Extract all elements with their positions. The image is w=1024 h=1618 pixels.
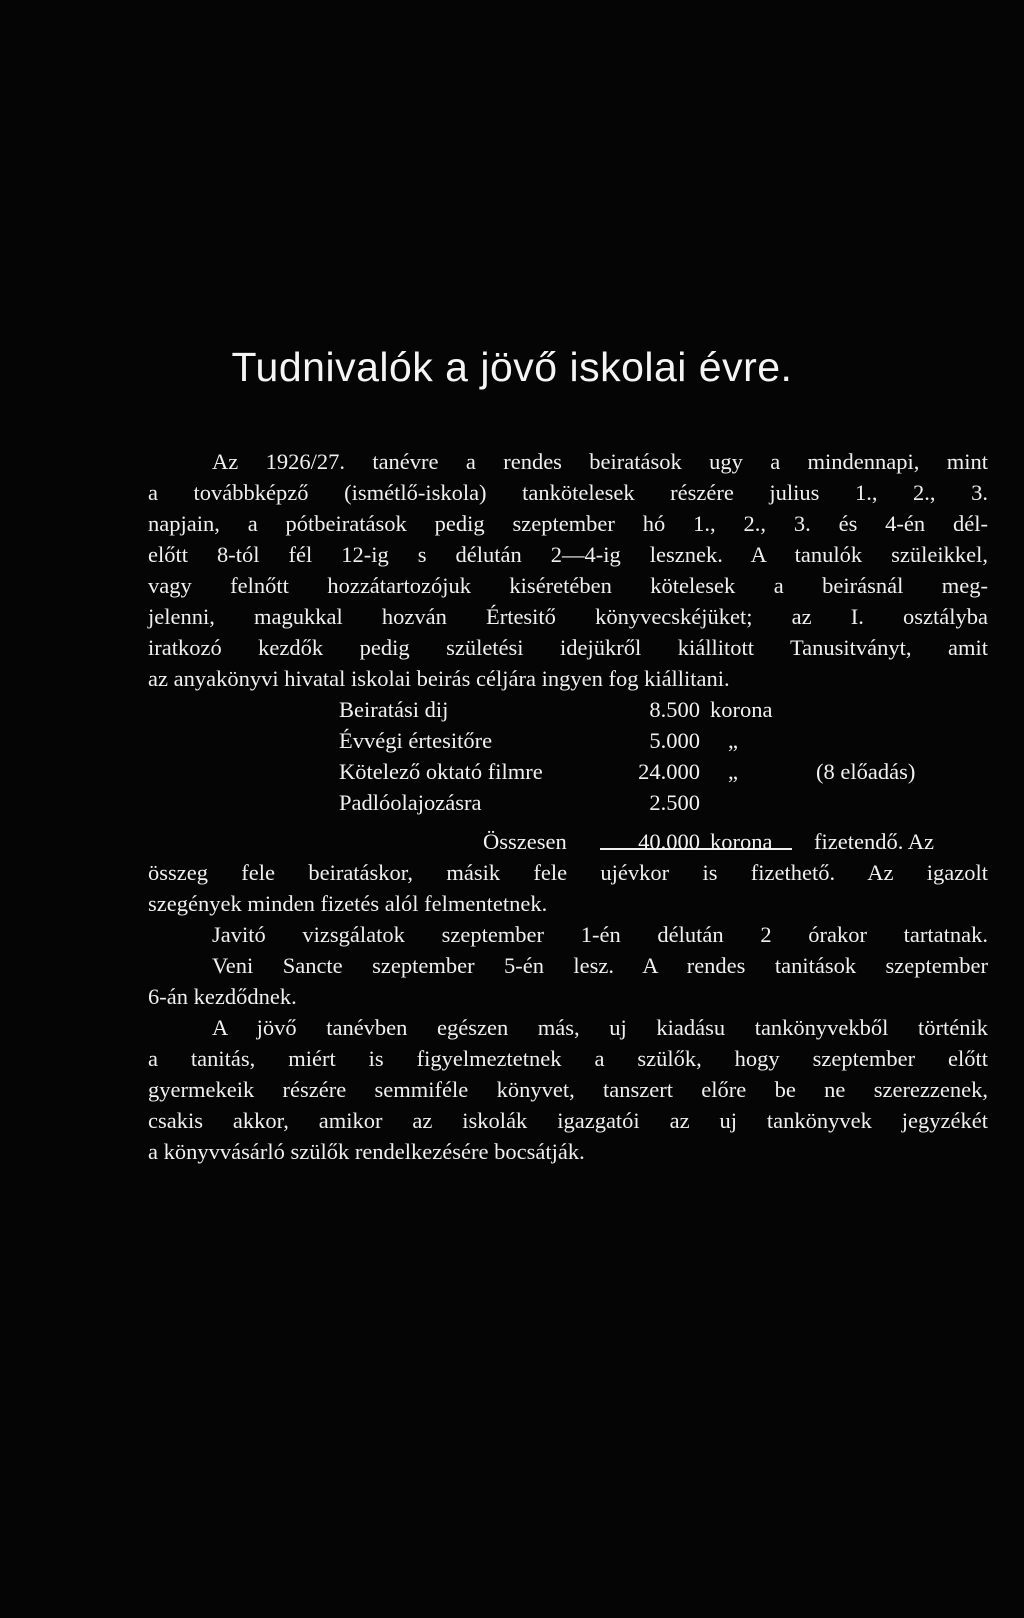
fee-unit: „ <box>728 759 738 784</box>
paragraph-line: Az 1926/27. tanévre a rendes beiratások ugy a mindennapi, mint <box>212 449 988 474</box>
paragraph-line: gyermekeik részére semmiféle könyvet, tanszert előre be ne szerezzenek, <box>148 1077 988 1102</box>
paragraph-line: jelenni, magukkal hozván Értesitő könyvecskéjüket; az I. osztályba <box>148 604 988 629</box>
fee-amount: 24.000 <box>638 759 700 784</box>
paragraph-line: A jövő tanévben egészen más, uj kiadásu tankönyvekből történik <box>212 1015 988 1040</box>
paragraph-line: napjain, a pótbeiratások pedig szeptember hó 1., 2., 3. és 4-én dél- <box>148 511 988 536</box>
total-rest: fizetendő. Az <box>814 829 934 854</box>
paragraph-line: Javitó vizsgálatok szeptember 1-én délután 2 órakor tartatnak. <box>212 922 988 947</box>
paragraph-line: a továbbképző (ismétlő-iskola) tankötelesek részére julius 1., 2., 3. <box>148 480 988 505</box>
paragraph-line: a könyvvásárló szülők rendelkezésére bocsátják. <box>148 1139 585 1164</box>
paragraph-line: szegények minden fizetés alól felmentetnek. <box>148 891 548 916</box>
paragraph-line: az anyakönyvi hivatal iskolai beirás céljára ingyen fog kiállitani. <box>148 666 730 691</box>
paragraph-line: 6-án kezdődnek. <box>148 984 297 1009</box>
fee-label: Évvégi értesitőre <box>339 728 493 753</box>
fee-note: (8 előadás) <box>816 759 916 784</box>
paragraph-line: vagy felnőtt hozzátartozójuk kiséretében kötelesek a beirásnál meg- <box>148 573 988 598</box>
paragraph-line: a tanitás, miért is figyelmeztetnek a szülők, hogy szeptember előtt <box>148 1046 988 1071</box>
total-label: Összesen <box>483 829 567 854</box>
paragraph-line: előtt 8-tól fél 12-ig s délután 2—4-ig lesznek. A tanulók szüleikkel, <box>148 542 988 567</box>
fee-label: Beiratási dij <box>339 697 449 722</box>
fee-label: Padlóolajozásra <box>339 790 482 815</box>
paragraph-line: csakis akkor, amikor az iskolák igazgatói az uj tankönyvek jegyzékét <box>148 1108 988 1133</box>
total-unit: korona <box>710 829 773 854</box>
paragraph-line: iratkozó kezdők pedig születési idejükről kiállitott Tanusitványt, amit <box>148 635 988 660</box>
fee-unit: korona <box>710 697 773 722</box>
paragraph-line: összeg fele beiratáskor, másik fele ujévkor is fizethető. Az igazolt <box>148 860 988 885</box>
fee-amount: 2.500 <box>649 790 700 815</box>
total-amount: 40.000 <box>638 829 700 854</box>
page-title: Tudnivalók a jövő iskolai évre. <box>231 344 793 390</box>
fee-amount: 5.000 <box>649 728 700 753</box>
fee-label: Kötelező oktató filmre <box>339 759 543 784</box>
fee-unit: „ <box>728 728 738 753</box>
fee-amount: 8.500 <box>649 697 700 722</box>
paragraph-line: Veni Sancte szeptember 5-én lesz. A rendes tanitások szeptember <box>212 953 988 978</box>
